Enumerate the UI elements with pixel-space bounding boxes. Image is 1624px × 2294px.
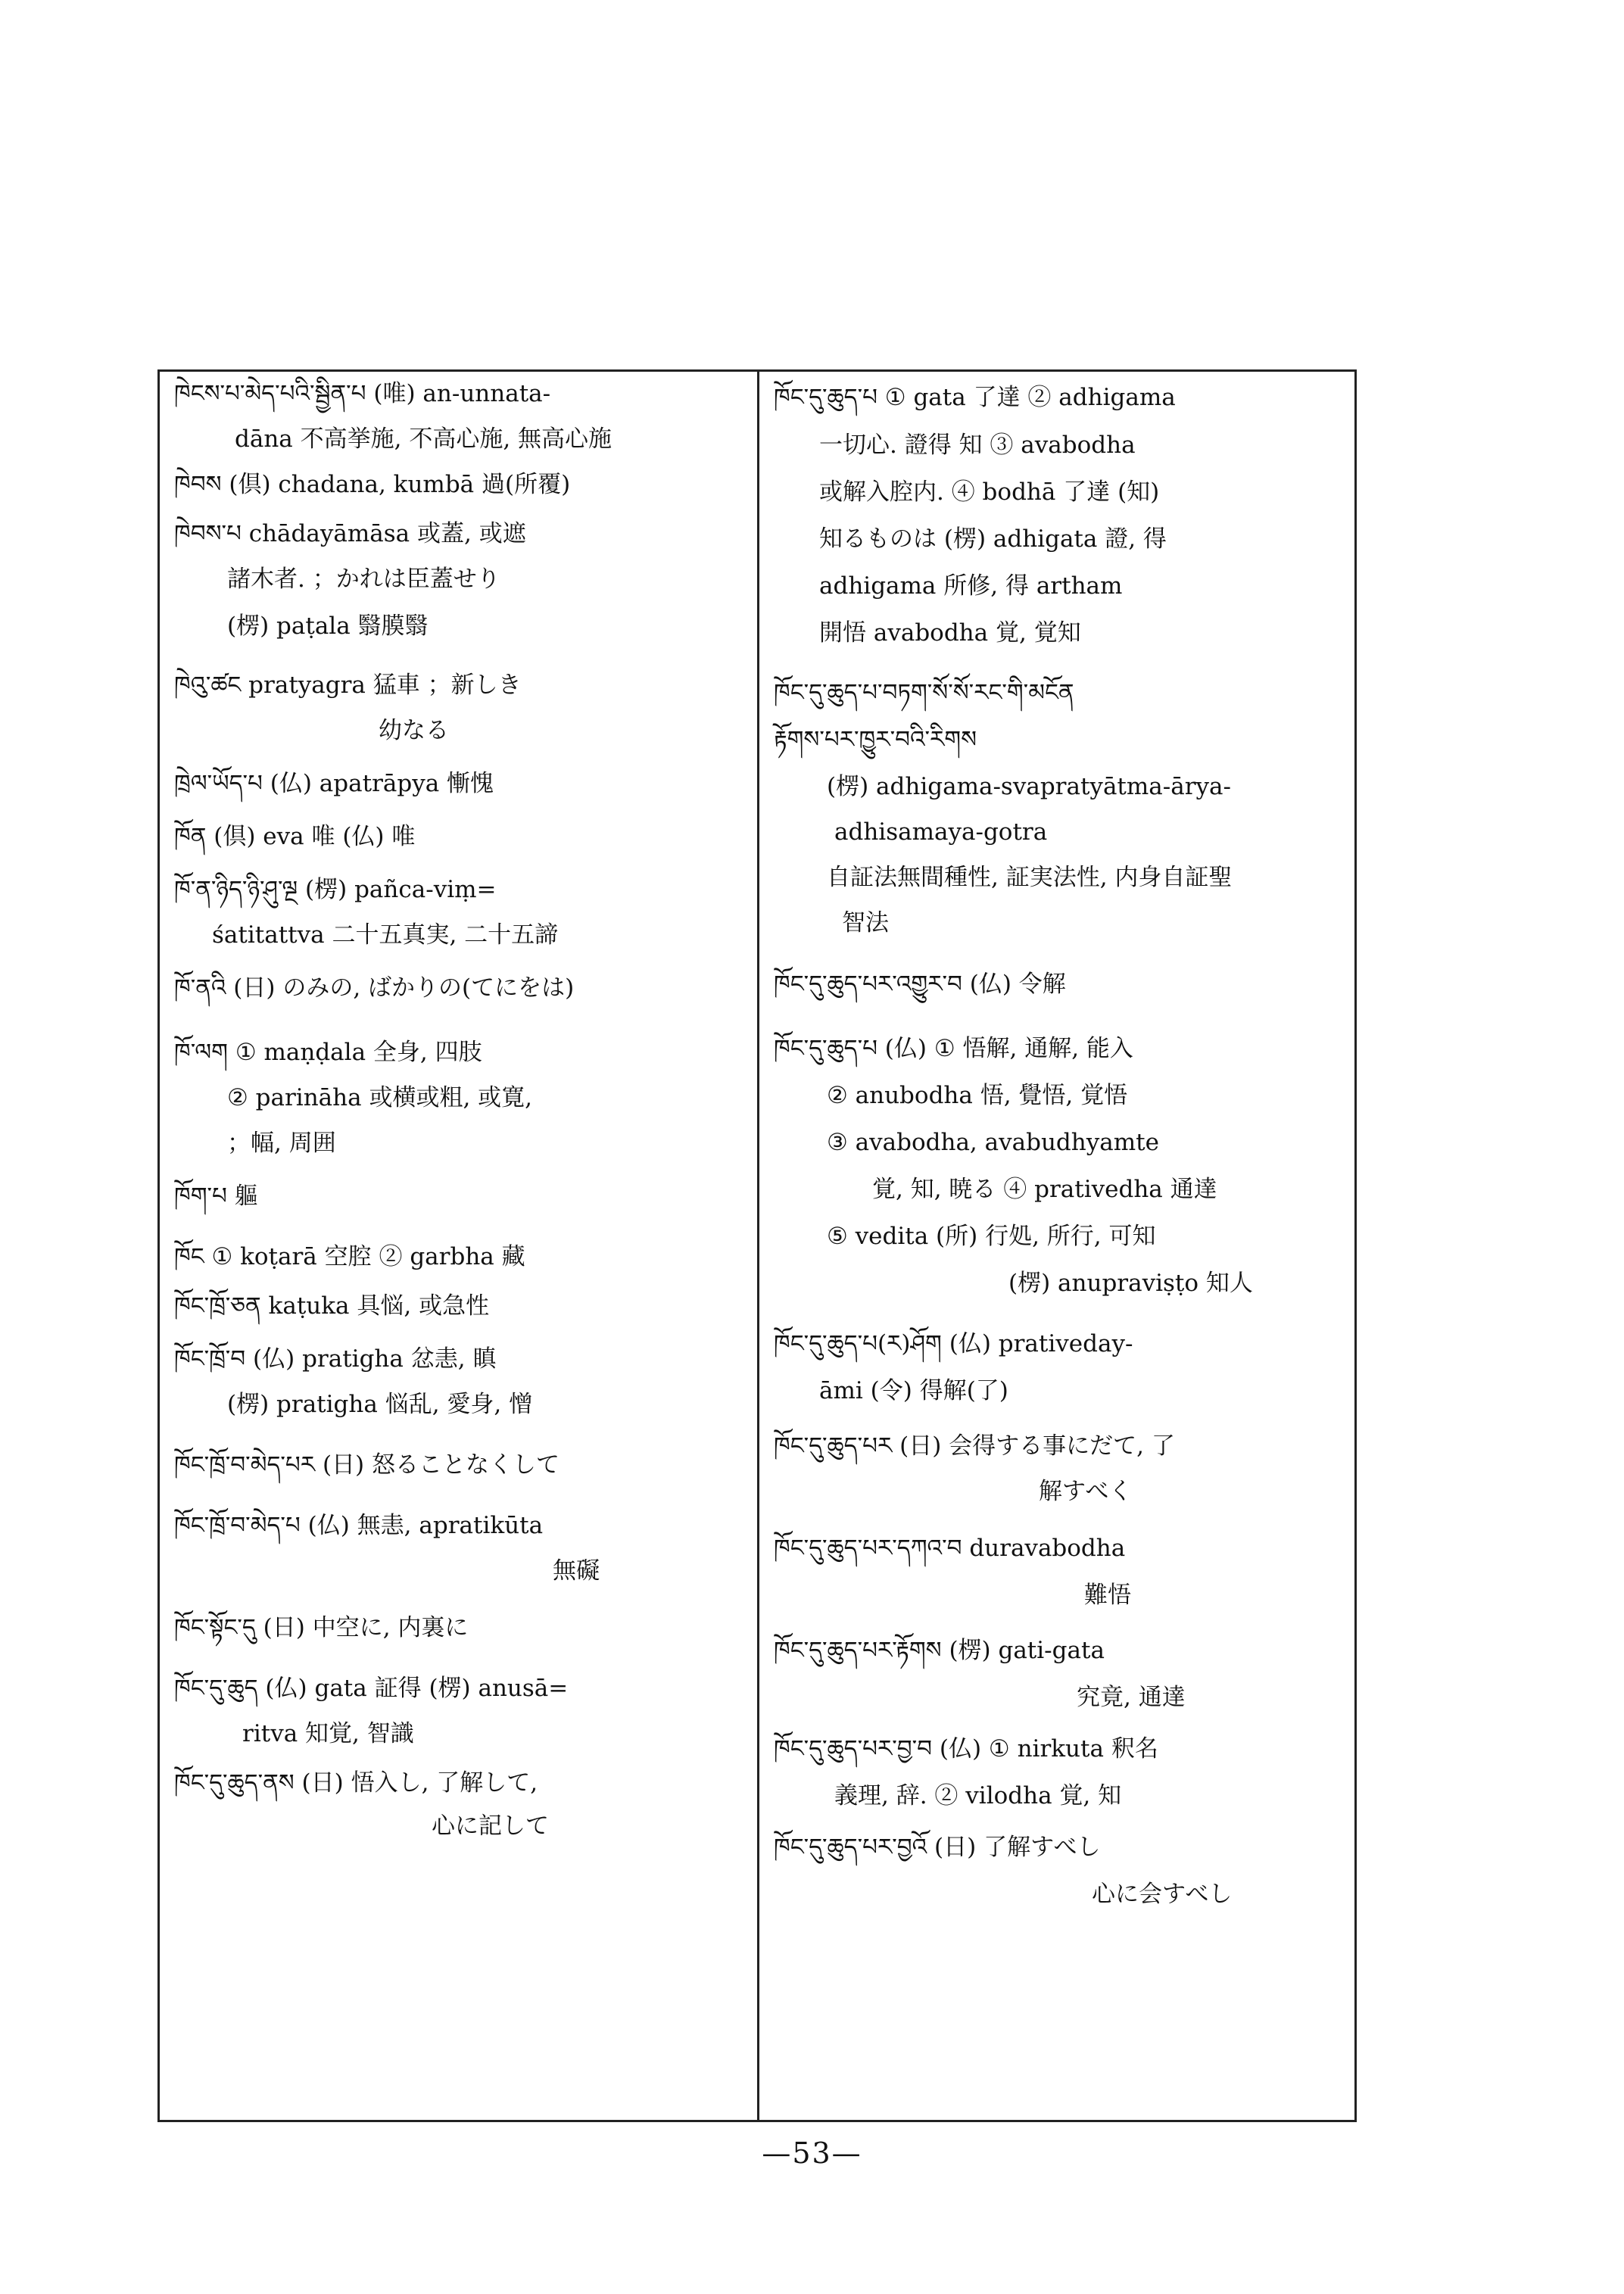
page-number: —53— (762, 2137, 862, 2170)
entry-gloss-line: 諸木者. ；かれは臣蓋せり (227, 566, 500, 593)
entry-headword-line: ཁོང་དུ་ཆུད་ནས (日) 悟入し, 了解して, (174, 1769, 538, 1797)
entry-gloss-line: ② parināha 或横或粗, 或寛, (227, 1084, 533, 1111)
entry-gloss-line: 知るものは (楞) adhigata 證, 得 (819, 525, 1167, 553)
entry-gloss-line: 義理, 辞. ② vilodha 覚, 知 (834, 1782, 1122, 1809)
entry-gloss-line: 自証法無間種性, 証実法性, 内身自証聖 (827, 864, 1233, 891)
entry-headword-line: ཁོང་ཁྲོ་བ་མེད་པར (日) 怒ることなくして (174, 1451, 560, 1479)
entry-headword-line: ཁོང་དུ་ཆུད་པ་བཏག་སོ་སོ་རང་གི་མངོན (774, 679, 1074, 706)
entry-headword-line: ཁོང་དུ་ཆུད་པར་རྟོགས (楞) gati-gata (774, 1637, 1105, 1664)
entry-headword-line: ཁོང་ཁྲོ་བ་མེད་པ (仏) 無恚, apratikūta (174, 1512, 544, 1539)
entry-headword-line: ཁོང་དུ་ཆུད་པར་བྱའོ (日) 了解すべし (774, 1834, 1101, 1861)
entry-gloss-line: (楞) paṭala 翳膜翳 (227, 612, 429, 640)
entry-headword-line: ཁོང་དུ་ཆུད (仏) gata 証得 (楞) anusā= (174, 1675, 569, 1702)
entry-gloss-line: 幼なる (379, 717, 449, 744)
entry-gloss-line: ritva 知覚, 智識 (242, 1720, 414, 1747)
entry-headword-line: ཁོན (倶) eva 唯 (仏) 唯 (174, 823, 416, 850)
entry-gloss-line: རྟོགས་པར་ཁྱུར་བའི་རིགས (774, 726, 977, 753)
entry-headword-line: ཁོ་ལག ① maṇḍala 全身, 四肢 (174, 1039, 482, 1066)
entry-gloss-line: 究竟, 通達 (1077, 1684, 1186, 1711)
entry-gloss-line: 智法 (842, 909, 889, 937)
entry-gloss-line: 心に会すべし (1092, 1881, 1233, 1908)
entry-gloss-line: ② anubodha 悟, 覺悟, 覚悟 (827, 1082, 1128, 1109)
entry-headword-line: ཁེངས་པ་མེད་པའི་སྦྱིན་པ (唯) an-unnata- (174, 380, 551, 407)
entry-gloss-line: 心に記して (432, 1812, 549, 1840)
entry-headword-line: ཁེའུ་ཚང pratyagra 猛車 ；新しき (174, 672, 522, 699)
entry-gloss-line: 開悟 avabodha 覚, 覚知 (819, 619, 1081, 647)
entry-headword-line: ཁོང་ཁྲོ་ཅན kaṭuka 具悩, 或急性 (174, 1292, 490, 1320)
entry-headword-line: ཁོང་ཁྲོ་བ (仏) pratigha 忿恚, 瞋 (174, 1345, 497, 1373)
entry-headword-line: ཁོང་དུ་ཆུད་པར་དཀའ་བ duravabodha (774, 1535, 1126, 1562)
entry-gloss-line: dāna 不高挙施, 不高心施, 無高心施 (235, 425, 613, 453)
entry-headword-line: ཁོ་ན་ཉིད་ཉི་ཤུ་ལྔ (楞) pañca-viṃ= (174, 876, 497, 903)
entry-headword-line: ཁྲེལ་ཡོད་པ (仏) apatrāpya 慚愧 (174, 770, 494, 797)
entry-headword-line: ཁོང་དུ་ཆུད་པ(ར)ཤོག (仏) prativeday- (774, 1330, 1133, 1357)
entry-gloss-line: adhigama 所修, 得 artham (819, 572, 1123, 600)
entry-headword-line: ཁོང་དུ་ཆུད་པ ① gata 了達 ② adhigama (774, 384, 1176, 411)
entry-headword-line: ཁོ་ནའི (日) のみの, ばかりの(てにをは) (174, 974, 575, 1002)
column-divider (757, 369, 759, 2122)
entry-gloss-line: adhisamaya-gotra (834, 818, 1048, 846)
entry-gloss-line: ⑤ vedita (所) 行処, 所行, 可知 (827, 1223, 1156, 1250)
entry-headword-line: ཁོང་དུ་ཆུད་པ (仏) ① 悟解, 通解, 能入 (774, 1035, 1133, 1062)
entry-gloss-line: 一切心. 證得 知 ③ avabodha (819, 432, 1136, 459)
entry-gloss-line: āmi (令) 得解(了) (819, 1377, 1008, 1404)
entry-gloss-line: (楞) pratigha 悩乱, 愛身, 憎 (227, 1391, 533, 1418)
entry-headword-line: ཁོང ① koṭarā 空腔 ② garbha 藏 (174, 1243, 525, 1270)
entry-headword-line: ཁོག་པ 軀 (174, 1183, 258, 1210)
entry-headword-line: ཁོང་དུ་ཆུད་པར (日) 会得する事にだて, 了 (774, 1432, 1175, 1460)
entry-gloss-line: (楞) adhigama-svapratyātma-ārya- (827, 773, 1232, 800)
entry-headword-line: ཁེབས (倶) chadana, kumbā 過(所覆) (174, 471, 571, 498)
entry-gloss-line: 難悟 (1084, 1582, 1131, 1609)
entry-headword-line: ཁོང་དུ་ཆུད་པར་བྱ་བ (仏) ① nirkuta 釈名 (774, 1735, 1158, 1763)
entry-gloss-line: (楞) anupraviṣṭo 知人 (1008, 1270, 1253, 1297)
entry-gloss-line: ；幅, 周囲 (227, 1130, 336, 1157)
entry-gloss-line: 無礙 (553, 1557, 600, 1585)
entry-headword-line: ཁེབས་པ chādayāmāsa 或蓋, 或遮 (174, 520, 526, 547)
entry-gloss-line: 覚, 知, 暁る ④ prativedha 通達 (872, 1176, 1217, 1203)
entry-headword-line: ཁོང་སྟོང་དུ (日) 中空に, 内裏に (174, 1614, 469, 1641)
entry-gloss-line: 解すべく (1039, 1478, 1133, 1505)
entry-headword-line: ཁོང་དུ་ཆུད་པར་འགྱུར་བ (仏) 令解 (774, 971, 1066, 998)
entry-gloss-line: 或解入腔内. ④ bodhā 了達 (知) (819, 478, 1160, 506)
entry-gloss-line: ③ avabodha, avabudhyamte (827, 1129, 1159, 1156)
entry-gloss-line: śatitattva 二十五真実, 二十五諦 (212, 921, 559, 949)
